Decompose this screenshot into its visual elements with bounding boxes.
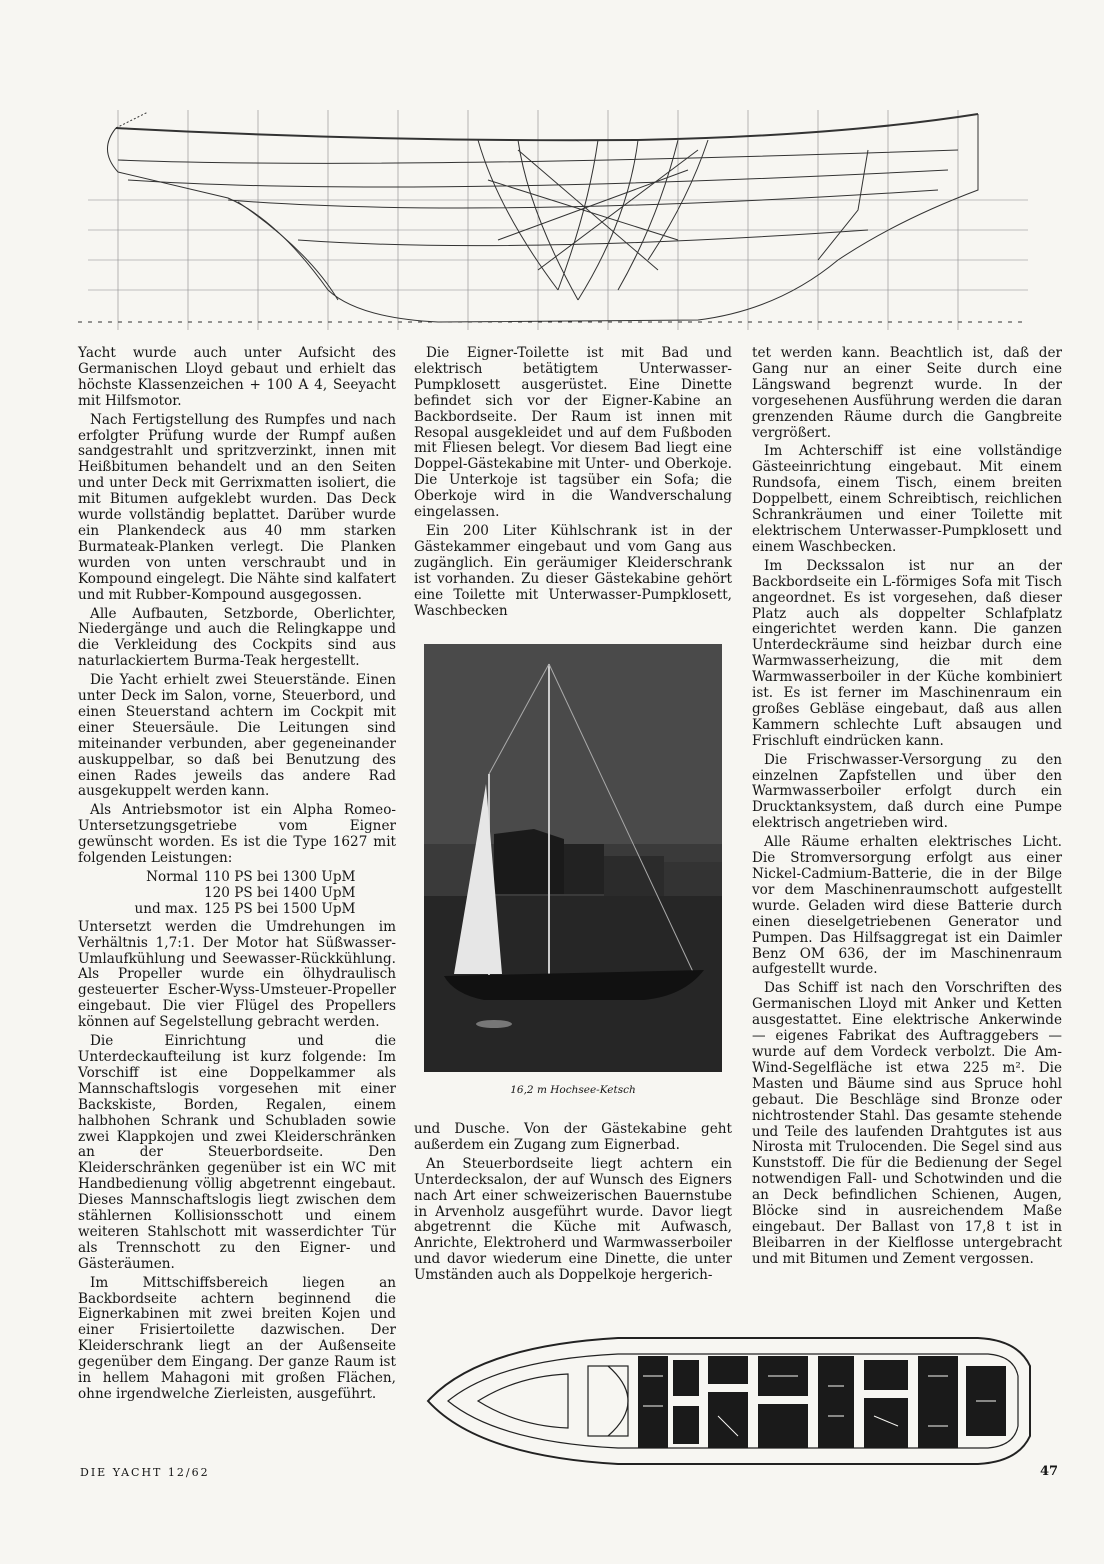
performance-label: Normal xyxy=(146,869,198,885)
paragraph: Im Deckssalon ist nur an der Backbordseite ein L-förmiges Sofa mit Tisch angeordnet. Es ist vorgesehen, daß dieser Platz auch als doppelter Schlafplatz eingerichtet werden kann. Die ganzen Unterdeckräume sind heizbar durch eine Warmwasserheizung, die mit dem Warmwasserboiler in der Küche kombiniert ist. Es ist ferner im Maschinenraum ein großes Gebläse eingebaut, daß aus allen Kammern schlechte Luft absaugen und Frischluft eindrücken kann. xyxy=(752,557,1062,749)
performance-label: und max. xyxy=(134,900,198,917)
magazine-footer: DIE YACHT 12/62 xyxy=(80,1466,210,1479)
paragraph: Die Eigner-Toilette ist mit Bad und elektrisch betätigtem Unterwasser-Pumpklosett ausgerüstet. Eine Dinette befindet sich vor der Eigner-Kabine an Backbordseite. Der Raum ist innen mit Resopal ausgekleidet und auf dem Fußboden mit Fliesen belegt. Vor diesem Bad liegt eine Doppel-Gästekabine mit Unter- und Oberkoje. Die Unterkoje ist tagsüber ein Sofa; die Oberkoje wird in die Wandverschalung eingelassen. xyxy=(414,345,732,521)
photo-caption: 16,2 m Hochsee-Ketsch xyxy=(510,1084,636,1096)
paragraph: Die Frischwasser-Versorgung zu den einzelnen Zapfstellen und über den Warmwasserboiler erfolgt durch ein Drucktanksystem, daß durch eine Pumpe elektrisch angetrieben wird. xyxy=(752,751,1062,832)
paragraph: Die Yacht erhielt zwei Steuerstände. Einen unter Deck im Salon, vorne, Steuerbord, und einen Steuerstand achtern im Cockpit mit einer Steuersäule. Die Leitungen sind miteinander verbunden, aber gegeneinander auskuppelbar, so daß bei Benutzung des einen Rades jeweils das andere Rad ausgekuppelt werden kann. xyxy=(78,672,396,800)
page-number: 47 xyxy=(1040,1464,1059,1479)
performance-value: 125 PS bei 1500 UpM xyxy=(204,900,356,917)
paragraph: Das Schiff ist nach den Vorschriften des Germanischen Lloyd mit Anker und Ketten ausgestattet. Eine elektrische Ankerwinde — eigenes Fabrikat des Auftraggebers — wurde auf dem Vordeck verbolzt. Die Am-Wind-Segelfläche ist etwa 225 m². Die Masten und Bäume sind aus Spruce hohl gebaut. Die Beschläge sind Bronze oder nichtrostender Stahl. Das gesamte stehende und Teile des laufenden Drahtgutes ist aus Nirosta mit Trulocenden. Die Segel sind aus Kunststoff. Die für die Bedienung der Segel notwendigen Fall- und Schotwinden und die an Deck befindlichen Schienen, Augen, Blöcke sind in ausreichendem Maße eingebaut. Der Ballast von 17,8 t ist in Bleibarren in der Kielflosse untergebracht und mit Bitumen und Zement vergossen. xyxy=(752,980,1062,1267)
ketch-photo xyxy=(424,644,722,1072)
performance-row xyxy=(78,902,396,918)
paragraph: Nach Fertigstellung des Rumpfes und nach erfolgter Prüfung wurde der Rumpf außen sandgestrahlt und spritzverzinkt, innen mit Heißbitumen behandelt und an den Seiten und unter Deck mit Gerrixmatten isoliert, die mit Bitumen aufgeklebt wurden. Das Deck wurde vollständig beplattet. Darüber wurde ein Plankendeck aus 40 mm starken Burmateak-Planken verlegt. Die Planken wurden von unten verschraubt und in Kompound eingelegt. Die Nähte sind kalfatert und mit Rubber-Kompound ausgegossen. xyxy=(78,411,396,603)
performance-value: 120 PS bei 1400 UpM xyxy=(204,884,356,901)
performance-value: 110 PS bei 1300 UpM xyxy=(204,869,356,885)
text-column-1 xyxy=(78,346,396,1406)
text-column-2-continued xyxy=(414,1122,732,1287)
paragraph: Im Mittschiffsbereich liegen an Backbordseite achtern beginnend die Eignerkabinen mit zwei breiten Kojen und einer Frisiertoilette dazwischen. Der Kleiderschrank liegt an der Außenseite gegenüber dem Eingang. Der ganze Raum ist in hellem Mahagoni mit großen Flächen, ohne irgendwelche Zierleisten, ausgeführt. xyxy=(78,1274,396,1402)
paragraph: und Dusche. Von der Gästekabine geht außerdem ein Zugang zum Eignerbad. xyxy=(414,1121,732,1153)
text-column-3 xyxy=(752,346,1062,1271)
performance-row xyxy=(78,870,396,886)
performance-row xyxy=(78,886,396,902)
paragraph: Alle Räume erhalten elektrisches Licht. Die Stromversorgung erfolgt aus einer Nickel-Cadmium-Batterie, die in der Bilge vor dem Maschinenraumschott aufgestellt wurde. Geladen wird diese Batterie durch einen dieselgetriebenen Generator und Pumpen. Das Hilfsaggregat ist ein Daimler Benz OM 636, der im Maschinenraum aufgestellt wurde. xyxy=(752,834,1062,978)
paragraph: Alle Aufbauten, Setzborde, Oberlichter, Niedergänge und auch die Relingkappe und die Verkleidung des Cockpits sind aus naturlackiertem Burma-Teak hergestellt. xyxy=(78,605,396,670)
paragraph: Yacht wurde auch unter Aufsicht des Germanischen Lloyd gebaut und erhielt das höchste Klassenzeichen + 100 A 4, Seeyacht mit Hilfsmotor. xyxy=(78,345,396,409)
engine-performance-table xyxy=(78,870,396,918)
paragraph: Untersetzt werden die Umdrehungen im Verhältnis 1,7:1. Der Motor hat Süßwasser-Umlaufkühlung und Seewasser-Rückkühlung. Als Propeller wurde ein ölhydraulisch gesteuerter Escher-Wyss-Umsteuer-Propeller eingebaut. Die vier Flügel des Propellers können auf Segelstellung gebracht werden. xyxy=(78,918,396,1031)
paragraph: Die Einrichtung und die Unterdeckaufteilung ist kurz folgende: Im Vorschiff ist eine Doppelkammer als Mannschaftslogis vorgesehen mit einer Backskiste, Borden, Regalen, einem halbhohen Schrank und Schubladen sowie zwei Klappkojen und zwei Kleiderschränken an der Steuerbordseite. Den Kleiderschränken gegenüber ist ein WC mit Handbedienung völlig abgetrennt eingebaut. Dieses Mannschaftslogis liegt zwischen dem stählernen Kollisionsschott und einem weiteren Stahlschott mit wasserdichter Tür als Trennschott zu den Eigner- und Gästeräumen. xyxy=(78,1033,396,1272)
hull-lines-drawing xyxy=(78,90,1038,340)
paragraph: An Steuerbordseite liegt achtern ein Unterdecksalon, der auf Wunsch des Eigners nach Art einer schweizerischen Bauernstube in Arvenholz ausgeführt wurde. Davor liegt abgetrennt die Küche mit Aufwasch, Anrichte, Elektroherd und Warmwasserboiler und davor wiederum eine Dinette, die unter Umständen auch als Doppelkoje hergerich- xyxy=(414,1155,732,1284)
paragraph: Ein 200 Liter Kühlschrank ist in der Gästekammer eingebaut und vom Gang aus zugänglich. Ein geräumiger Kleiderschrank ist vorhanden. Zu dieser Gästekabine gehört eine Toilette mit Unterwasser-Pumpklosett, Waschbecken xyxy=(414,522,732,619)
deck-plan-drawing xyxy=(418,1326,1038,1476)
paragraph: Im Achterschiff ist eine vollständige Gästeeinrichtung eingebaut. Mit einem Rundsofa, einem Tisch, einem breiten Doppelbett, einem Schreibtisch, reichlichen Schrankräumen und einer Toilette mit elektrischem Unterwasser-Pumpklosett und einem Waschbecken. xyxy=(752,443,1062,555)
performance-label xyxy=(78,886,204,902)
paragraph: tet werden kann. Beachtlich ist, daß der Gang nur an einer Seite durch eine Längswand begrenzt wurde. In der vorgesehenen Ausführung werden die daran grenzenden Räume durch die Gangbreite vergrößert. xyxy=(752,345,1062,441)
text-column-2 xyxy=(414,346,732,622)
paragraph: Als Antriebsmotor ist ein Alpha Romeo-Untersetzungsgetriebe vom Eigner gewünscht worden. Es ist die Type 1627 mit folgenden Leistungen: xyxy=(78,802,396,867)
